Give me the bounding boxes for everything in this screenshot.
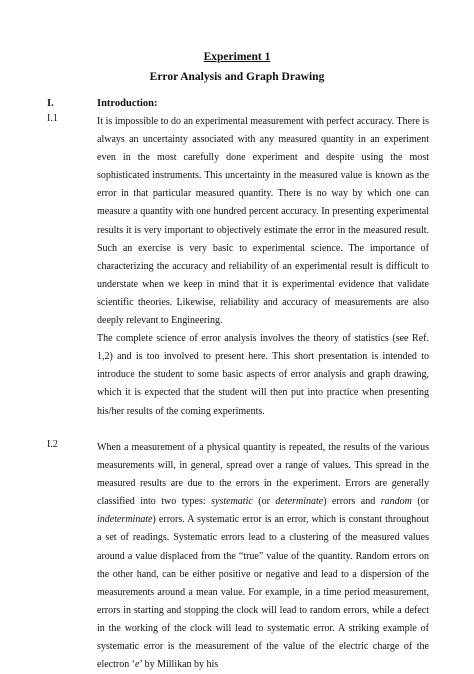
experiment-title: Experiment 1 — [203, 51, 271, 63]
section-title: Introduction: — [97, 98, 158, 109]
text-run: ) errors. A systematic error is an error, which is constant throughout a set of readings. Systematic errors lead to a clustering of the measured values around a value displaced from the “true” value of the quantity. Random errors on the other hand, can be either positive or negative and lead to a dispersion of the measurements around a mean value. For example, in a time period measurement, errors in starting and stopping the clock will lead to random errors, while a defect in the working of the clock will lead to systematic error. A striking example of systematic error is the measurement of the value of the electric charge of the electron ‘ — [97, 514, 429, 671]
document-subtitle: Error Analysis and Graph Drawing — [149, 71, 325, 83]
text-run: When a measurement of a physical quantity is repeated, the results of the various measurements will, in general, spread over a range of values. This spread in the measured results are due to the errors in the experiment. Errors are generally classified into two types: — [97, 442, 429, 508]
paragraph-text — [97, 439, 429, 674]
text-run: ’ by Millikan by his — [139, 659, 219, 671]
text-run: (or — [252, 496, 276, 508]
italic-term: indeterminate — [97, 514, 153, 526]
section-number: I. — [47, 98, 54, 109]
italic-term: systematic — [211, 496, 253, 508]
paragraph-label: I.1 — [47, 113, 58, 124]
italic-term: random — [380, 496, 412, 508]
paragraph-body — [97, 113, 429, 421]
paragraph-label: I.2 — [47, 439, 58, 450]
italic-term: e — [135, 659, 140, 671]
paragraph-body — [97, 439, 429, 674]
paragraph-text: It is impossible to do an experimental measurement with perfect accuracy. There is always an uncertainty associated with any measured quantity in an experiment even in the most carefully done experiment and despite using the most sophisticated instruments. This uncertainty in the measured value is known as the error in that particular measured quantity. There is no way by which one can measure a quantity with one hundred percent accuracy. In presenting experimental results it is very important to objectively estimate the error in the measured result. Such an exercise is very basic to experimental science. The importance of characterizing the accuracy and reliability of an experimental result is difficult to understate when we keep in mind that it is experimental evidence that validate scientific theories. Likewise, reliability and accuracy of measurements are also deeply relevant to Engineering. — [97, 116, 429, 327]
paragraph-text: The complete science of error analysis involves the theory of statistics (see Ref. 1,2) and is too involved to present here. This short presentation is intended to introduce the student to some basic aspects of error analysis and graph drawing, which it is expected that the student will then put into practice when presenting his/her results of the coming experiments. — [97, 333, 429, 417]
text-run: (or — [411, 496, 429, 508]
italic-term: determinate — [275, 496, 324, 508]
text-run: ) errors and — [323, 496, 381, 508]
